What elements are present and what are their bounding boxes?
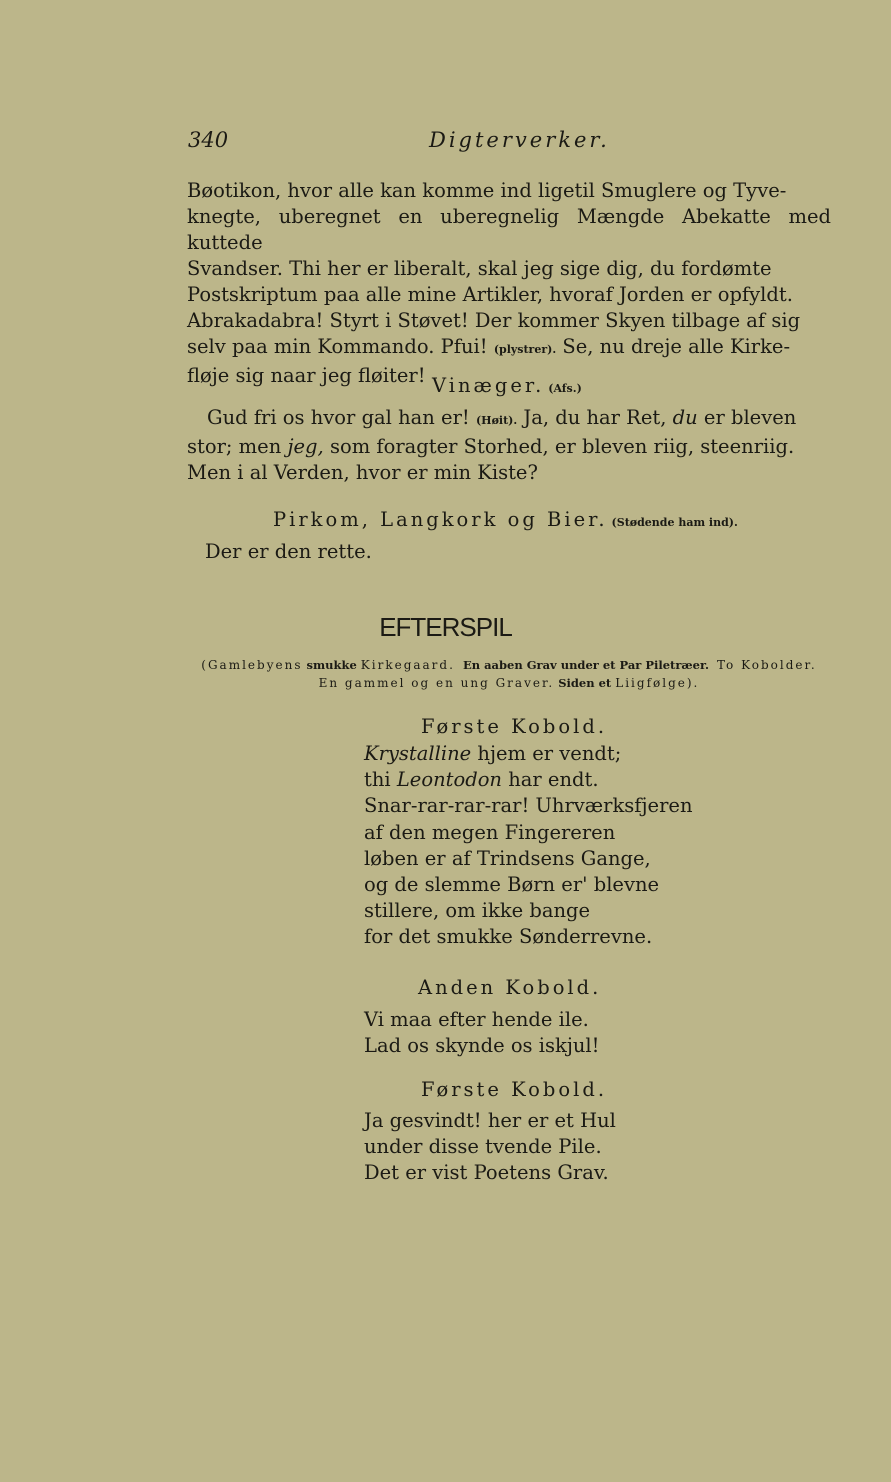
speaker-anden-kobold (418, 976, 601, 999)
text-run: smukke (306, 658, 357, 672)
verse-line: og de slemme Børn er' blevne (364, 873, 660, 897)
emphasis: du (672, 406, 698, 429)
verse-block (364, 1108, 764, 1187)
verse-line: stillere, om ikke bange (364, 899, 591, 923)
opening-paragraph (187, 178, 831, 389)
stage-line (186, 656, 832, 674)
text-run: er bleven (697, 406, 797, 429)
speaker-name: Pirkom, Langkork og Bier. (273, 508, 608, 531)
text-run: som foragter Storhed, er bleven riig, steenriig. (323, 435, 795, 458)
stage-setting (186, 656, 832, 692)
text-run: Liigfølge). (615, 676, 700, 690)
text-run: selv paa min Kommando. Pfui! (187, 335, 494, 358)
text-run: Gud fri os hvor gal han er! (207, 406, 476, 429)
emphasis: Leontodon (396, 768, 502, 792)
verse-line: Ja gesvindt! her er et Hul (364, 1109, 616, 1132)
text-run: En gammel og en ung Graver. (318, 676, 555, 690)
text-run: Ja, du har Ret, (517, 406, 673, 429)
speaker-vinaeger (432, 374, 582, 397)
page-header (188, 128, 828, 160)
text-run: To Kobolder. (716, 658, 817, 672)
speaker-pirkom (273, 508, 738, 531)
speaker-name: Første Kobold. (421, 1078, 608, 1101)
stage-direction: (Afs.) (548, 382, 582, 395)
text-line (187, 434, 831, 460)
verse-line: løben er af Trindsens Gange, (364, 846, 651, 870)
verse-line: Lad os skynde os iskjul! (364, 1034, 600, 1058)
text-run: Kirkegaard. (360, 658, 455, 672)
text-run: har endt. (502, 768, 599, 792)
verse-block (364, 1007, 764, 1059)
speaker-forste-kobold (421, 715, 607, 738)
vinaeger-speech (187, 405, 831, 486)
verse-line (364, 767, 764, 793)
text-line: Postskriptum paa alle mine Artikler, hvoraf Jorden er opfyldt. (187, 283, 793, 306)
text-run: Se, nu dreje alle Kirke- (556, 335, 791, 358)
verse-line: for det smukke Sønderrevne. (364, 925, 653, 949)
text-line: knegte, uberegnet en uberegnelig Mængde Abekatte med kuttede (187, 205, 831, 254)
speaker-name: Anden Kobold. (418, 976, 602, 999)
text-line: Svandser. Thi her er liberalt, skal jeg sige dig, du fordømte (187, 257, 772, 280)
verse-block (364, 741, 764, 951)
verse-line: af den megen Fingereren (364, 820, 616, 844)
text-line: Abrakadabra! Styrt i Støvet! Der kommer Skyen tilbage af sig (187, 309, 801, 332)
verse-line: under disse tvende Pile. (364, 1135, 602, 1159)
emphasis: jeg, (287, 435, 324, 458)
stage-direction: (plystrer). (493, 343, 557, 356)
emphasis: Krystalline (364, 742, 472, 765)
text-line (187, 405, 831, 434)
verse-line: Det er vist Poetens Grav. (364, 1161, 609, 1185)
section-heading: EFTERSPIL (379, 612, 512, 642)
text-line: fløje sig naar jeg fløiter! (187, 364, 426, 387)
text-run: thi (364, 768, 397, 792)
page-number: 340 (188, 128, 229, 152)
text-run: hjem er vendt; (471, 742, 622, 765)
stage-direction: (Høit). (475, 414, 518, 427)
speech-line: Der er den rette. (205, 540, 372, 563)
stage-line (186, 674, 832, 692)
speaker-name: Vinæger. (432, 374, 545, 397)
text-run: stor; men (187, 435, 288, 458)
text-run: En aaben Grav under et Par Piletræer. (462, 658, 709, 672)
text-line: Men i al Verden, hvor er min Kiste? (187, 461, 538, 484)
verse-line: Vi maa efter hende ile. (364, 1008, 589, 1031)
verse-line (364, 741, 764, 767)
speaker-forste-kobold (421, 1078, 607, 1101)
text-run: (Gamlebyens (201, 658, 303, 672)
text-run: Siden et (558, 676, 612, 690)
text-line: Bøotikon, hvor alle kan komme ind ligetil Smuglere og Tyve- (187, 179, 787, 202)
text-line (187, 334, 831, 363)
verse-line: Snar-rar-rar-rar! Uhrværksfjeren (364, 794, 693, 818)
running-title: Digterverker. (429, 128, 610, 152)
speaker-name: Første Kobold. (421, 715, 608, 738)
stage-direction: (Stødende ham ind). (611, 516, 738, 529)
